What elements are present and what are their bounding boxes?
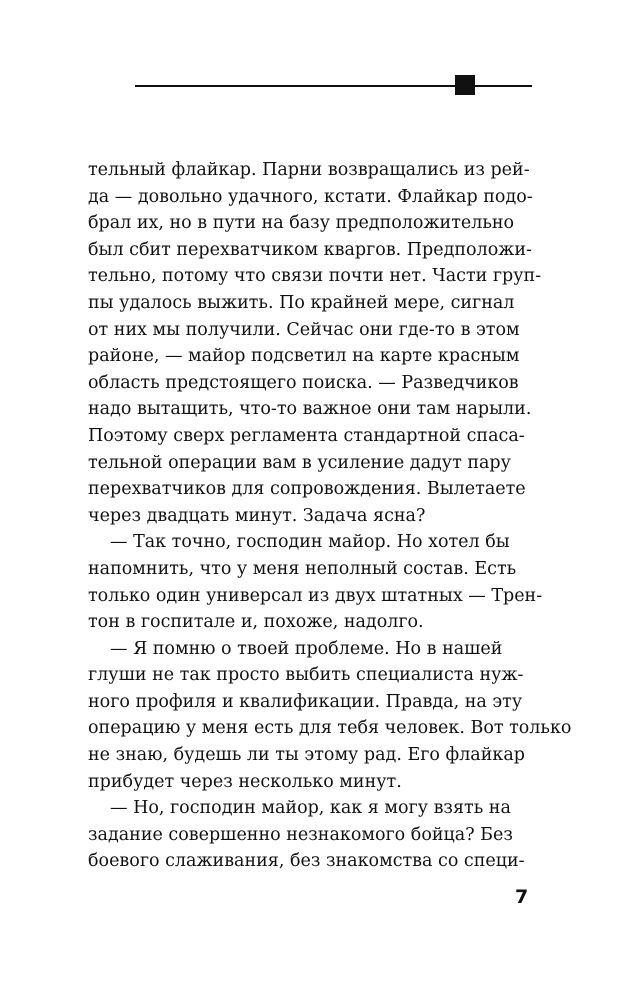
text-line: только один универсал из двух штатных — Трен- [88, 585, 543, 606]
text-line: — Так точно, господин майор. Но хотел бы [110, 532, 510, 553]
text-line: районе, — майор подсветил на карте красным [88, 346, 520, 367]
text-line: боевого слаживания, без знакомства со специ- [88, 851, 525, 872]
text-line: не знаю, будешь ли ты этому рад. Его флайкар [88, 745, 525, 766]
text-line: был сбит перехватчиком кваргов. Предположи- [88, 239, 532, 260]
text-line: тельной операции вам в усиление дадут пару [88, 452, 511, 473]
header-square-ornament [455, 75, 475, 95]
text-line: операцию у меня есть для тебя человек. Вот только [88, 718, 572, 739]
text-line: брал их, но в пути на базу предположительно [88, 213, 515, 234]
text-line: Поэтому сверх регламента стандартной спаса- [88, 425, 525, 446]
text-line: напомнить, что у меня неполный состав. Есть [88, 558, 517, 579]
text-line: надо вытащить, что-то важное они там нарыли. [88, 399, 532, 420]
body-text [88, 157, 572, 875]
text-line: пы удалось выжить. По крайней мере, сигнал [88, 292, 515, 313]
text-line: задание совершенно незнакомого бойца? Без [88, 824, 513, 845]
text-line: через двадцать минут. Задача ясна? [88, 505, 426, 526]
text-line: — Я помню о твоей проблеме. Но в нашей [110, 638, 503, 659]
text-line: перехватчиков для сопровождения. Вылетаете [88, 479, 526, 500]
text-line: ного профиля и квалификации. Правда, на эту [88, 691, 523, 712]
page-number: 7 [515, 886, 529, 908]
text-line: тельно, потому что связи почти нет. Части груп- [88, 266, 542, 287]
text-line: прибудет через несколько минут. [88, 771, 402, 792]
text-line: да — довольно удачного, кстати. Флайкар подо- [88, 186, 533, 207]
text-line: — Но, господин майор, как я могу взять на [110, 798, 511, 819]
text-line: тон в госпитале и, похоже, надолго. [88, 612, 424, 633]
text-line: область предстоящего поиска. — Разведчиков [88, 372, 519, 393]
text-line: тельный флайкар. Парни возвращались из рей- [88, 160, 530, 180]
text-line: глуши не так просто выбить специалиста нуж- [88, 665, 524, 686]
text-line: от них мы получили. Сейчас они где-то в этом [88, 319, 520, 340]
